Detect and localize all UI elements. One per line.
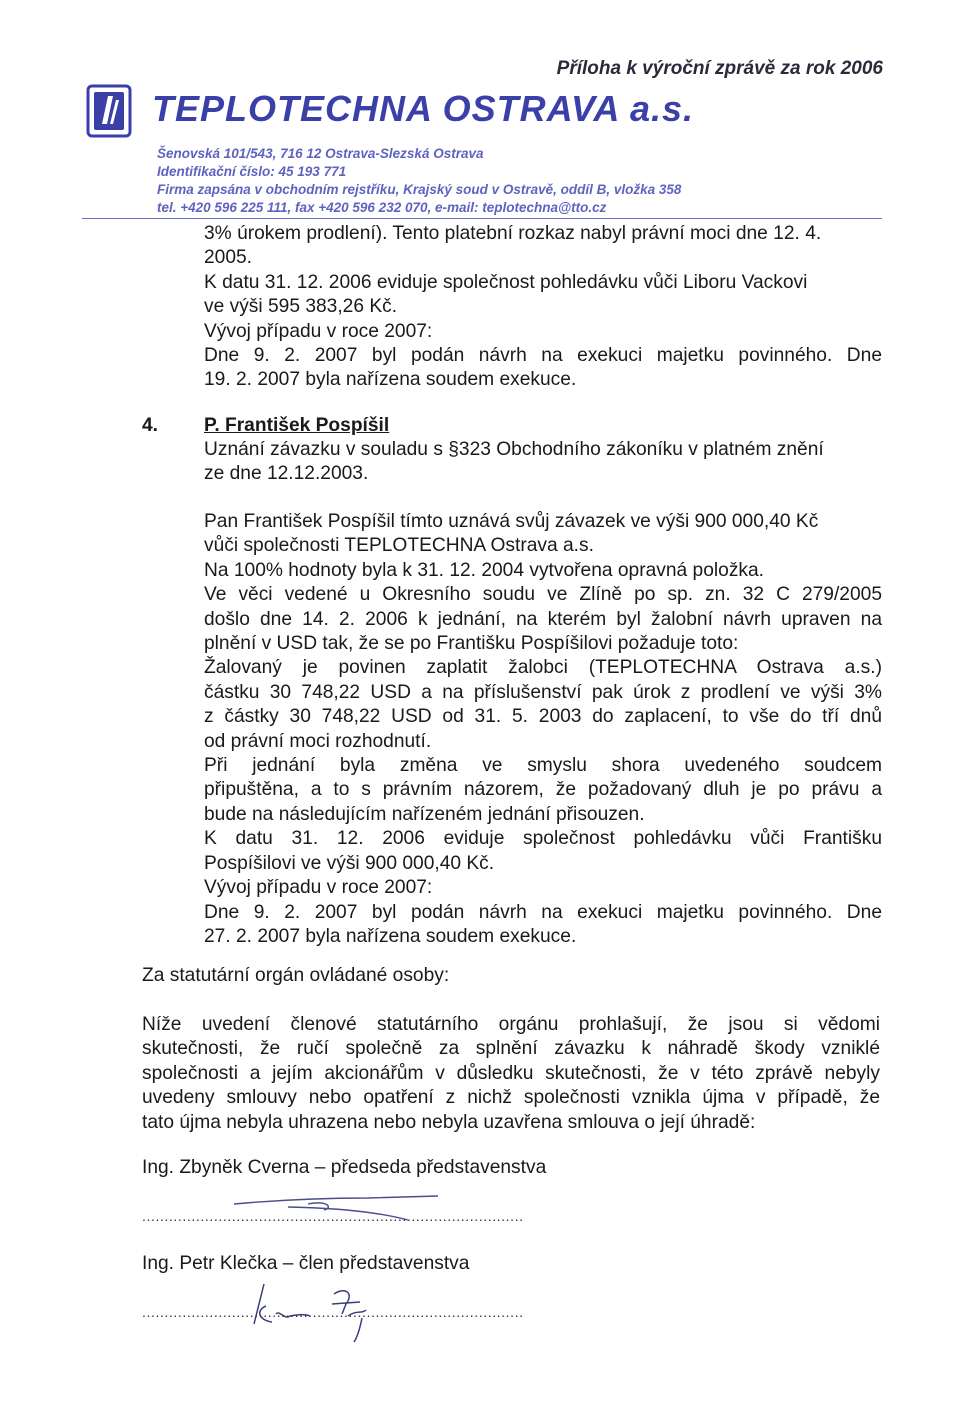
- text-line: Na 100% hodnoty byla k 31. 12. 2004 vytvořena opravná položka.: [204, 559, 765, 581]
- text-line: uvedeny smlouvy nebo opatření z nichž společnosti vznikla újma v případě, že: [142, 1087, 880, 1109]
- text-line: vůči společnosti TEPLOTECHNA Ostrava a.s.: [204, 535, 594, 557]
- item-body: [204, 510, 882, 949]
- text-line: společnosti a jejím akcionářům v důsledku skutečnosti, že v této zprávě nebyly: [142, 1062, 880, 1084]
- item-title: P. František Pospíšil: [204, 415, 390, 436]
- text-line: ve výši 595 383,26 Kč.: [204, 296, 398, 318]
- text-line: tato újma nebyla uhrazena nebo nebyla uzavřena smlouva o její úhradě:: [142, 1111, 756, 1133]
- text-line: plnění v USD tak, že se po Františku Pospíšilovi požaduje toto:: [204, 633, 739, 655]
- signer-chairman: Ing. Zbyněk Cverna – předseda představenstva: [142, 1157, 547, 1178]
- company-address: Šenovská 101/543, 716 12 Ostrava-Slezská Ostrava: [157, 146, 484, 161]
- text-line: bude na následujícím nařízeném jednání přisouzen.: [204, 803, 645, 825]
- signer-member: Ing. Petr Klečka – člen představenstva: [142, 1253, 470, 1274]
- statutory-declaration: [142, 1013, 880, 1135]
- text-line: 2005.: [204, 247, 253, 269]
- text-line: 19. 2. 2007 byla nařízena soudem exekuce.: [204, 369, 577, 391]
- company-contact: tel. +420 596 225 111, fax +420 596 232 070, e-mail: teplotechna@tto.cz: [157, 200, 607, 215]
- text-line: od právní moci rozhodnutí.: [204, 730, 432, 752]
- statutory-heading: Za statutární orgán ovládané osoby:: [142, 965, 450, 986]
- signature-line: .....................................................................................: [142, 1208, 524, 1224]
- item-number: 4.: [142, 415, 159, 436]
- company-id-number: Identifikační číslo: 45 193 771: [157, 164, 347, 179]
- text-line: částku 30 748,22 USD a na příslušenství pak úrok z prodlení ve výši 3%: [204, 681, 882, 703]
- continued-paragraph: [204, 222, 882, 393]
- annex-title: Příloha k výroční zprávě za rok 2006: [556, 58, 883, 79]
- company-name: TEPLOTECHNA OSTRAVA a.s.: [152, 88, 695, 129]
- text-line: připuštěna, a to s právním názorem, že požadovaný dluh je po právu a: [204, 779, 882, 801]
- text-line: z částky 30 748,22 USD od 31. 5. 2003 do zaplacení, to vše do tří dnů: [204, 706, 882, 728]
- text-line: Pan František Pospíšil tímto uznává svůj závazek ve výši 900 000,40 Kč: [204, 511, 819, 532]
- text-line: Při jednání byla změna ve smyslu shora uvedeného soudcem: [204, 755, 882, 777]
- text-line: Vývoj případu v roce 2007:: [204, 877, 433, 899]
- item-intro: [204, 438, 882, 487]
- text-line: Dne 9. 2. 2007 byl podán návrh na exekuci majetku povinného. Dne: [204, 345, 882, 367]
- text-line: došlo dne 14. 2. 2006 k jednání, na kterém byl žalobní návrh upraven na: [204, 608, 882, 630]
- text-line: ze dne 12.12.2003.: [204, 463, 369, 485]
- text-line: Níže uvedení členové statutárního orgánu prohlašují, že jsou si vědomi: [142, 1014, 880, 1035]
- text-line: skutečnosti, že ručí společně za splnění závazku k náhradě škody vzniklé: [142, 1038, 880, 1060]
- text-line: Ve věci vedené u Okresního soudu ve Zlíně po sp. zn. 32 C 279/2005: [204, 584, 882, 606]
- text-line: 3% úrokem prodlení). Tento platební rozkaz nabyl právní moci dne 12. 4.: [204, 223, 822, 244]
- header-divider: [82, 218, 882, 219]
- text-line: K datu 31. 12. 2006 eviduje společnost pohledávku vůči Františku: [204, 828, 882, 850]
- company-logo-icon: [86, 84, 132, 138]
- text-line: 27. 2. 2007 byla nařízena soudem exekuce.: [204, 925, 577, 947]
- text-line: Uznání závazku v souladu s §323 Obchodního zákoníku v platném znění: [204, 439, 824, 460]
- company-registry: Firma zapsána v obchodním rejstříku, Krajský soud v Ostravě, oddíl B, vložka 358: [157, 182, 682, 197]
- text-line: Pospíšilovi ve výši 900 000,40 Kč.: [204, 852, 495, 874]
- text-line: Žalovaný je povinen zaplatit žalobci (TEPLOTECHNA Ostrava a.s.): [204, 657, 882, 679]
- signature-line: .....................................................................................: [142, 1304, 524, 1320]
- text-line: K datu 31. 12. 2006 eviduje společnost pohledávku vůči Liboru Vackovi: [204, 271, 808, 293]
- text-line: Dne 9. 2. 2007 byl podán návrh na exekuci majetku povinného. Dne: [204, 901, 882, 923]
- text-line: Vývoj případu v roce 2007:: [204, 320, 433, 342]
